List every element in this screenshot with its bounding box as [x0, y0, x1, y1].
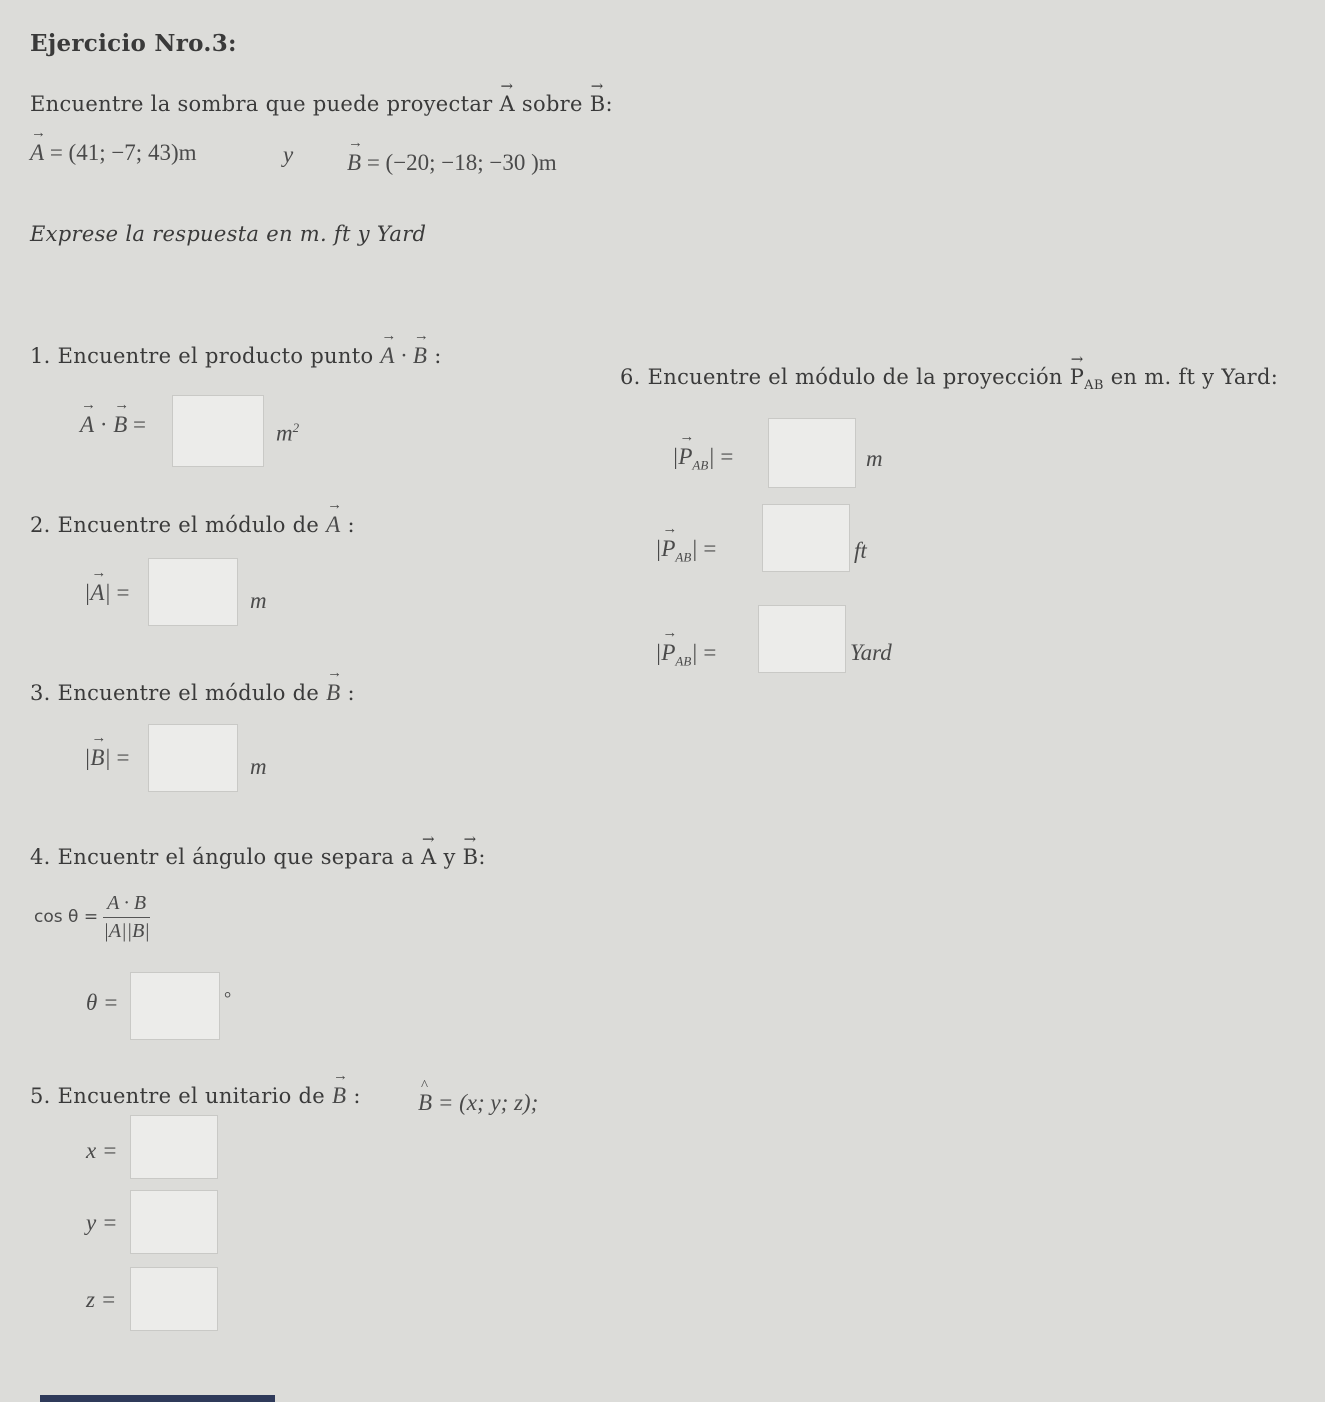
projection-yard-answer-box[interactable]: [758, 605, 846, 673]
question-3-label: 3. Encuentre el módulo de → B :: [30, 680, 355, 706]
degree-unit: °: [224, 988, 232, 1008]
magnitude-a-answer-box[interactable]: [148, 558, 238, 626]
projection-m-answer-box[interactable]: [768, 418, 856, 488]
vector-b-definition: → B = (−20; −18; −30 )m: [347, 150, 557, 176]
x-component-box[interactable]: [130, 1115, 218, 1179]
magnitude-b-equation: |→ B| =: [84, 745, 129, 771]
projection-m-unit: m: [866, 446, 883, 471]
angle-answer-box[interactable]: [130, 972, 220, 1040]
z-component-label: z =: [86, 1287, 117, 1312]
x-component-label: x =: [86, 1138, 118, 1163]
projection-yard-equation: |→ $P_{AB}|$ =: [655, 640, 716, 670]
y-component-box[interactable]: [130, 1190, 218, 1254]
question-5-label: 5. Encuentre el unitario de → B :: [30, 1083, 361, 1109]
cosine-formula: cos θ = $\frac{A \cdot B}{|A||B|}$: [34, 892, 150, 942]
question-4-label: 4. Encuentr el ángulo que separa a → A y → B:: [30, 845, 486, 869]
dot-product-answer-box[interactable]: [172, 395, 264, 467]
unit-vector-definition: B ^ = (x; y; z);: [418, 1078, 539, 1115]
projection-ft-unit: ft: [854, 538, 867, 563]
vector-a-definition: → A = (41; −7; 43)m: [30, 140, 197, 166]
theta-equation: θ =: [86, 990, 119, 1015]
z-component-box[interactable]: [130, 1267, 218, 1331]
question-2-label: 2. Encuentre el módulo de → A :: [30, 512, 355, 538]
magnitude-b-unit: m: [250, 754, 267, 779]
projection-m-equation: |→ $P_{AB}|$ =: [672, 444, 733, 474]
projection-yard-unit: Yard: [850, 640, 892, 665]
dot-product-unit: $m^2$: [276, 420, 300, 446]
conjunction-y: y: [283, 142, 294, 167]
page-title: Ejercicio Nro.3:: [30, 30, 237, 57]
question-6-label: 6. Encuentre el módulo de la proyección → $P_{AB}$ en m. ft y Yard:: [620, 365, 1278, 393]
dot-product-equation: → A · → B =: [80, 412, 146, 438]
projection-ft-equation: |→ $P_{AB}|$ =: [655, 536, 716, 566]
projection-ft-answer-box[interactable]: [762, 504, 850, 572]
magnitude-a-equation: |→ A| =: [84, 580, 129, 606]
y-component-label: y =: [86, 1210, 118, 1235]
question-1-label: 1. Encuentre el producto punto → A · → B :: [30, 343, 442, 369]
magnitude-b-answer-box[interactable]: [148, 724, 238, 792]
units-instruction: Exprese la respuesta en m. ft y Yard: [30, 222, 427, 246]
magnitude-a-unit: m: [250, 588, 267, 613]
problem-statement: Encuentre la sombra que puede proyectar → A sobre → B:: [30, 92, 613, 116]
bottom-edge-bar: [40, 1395, 275, 1402]
